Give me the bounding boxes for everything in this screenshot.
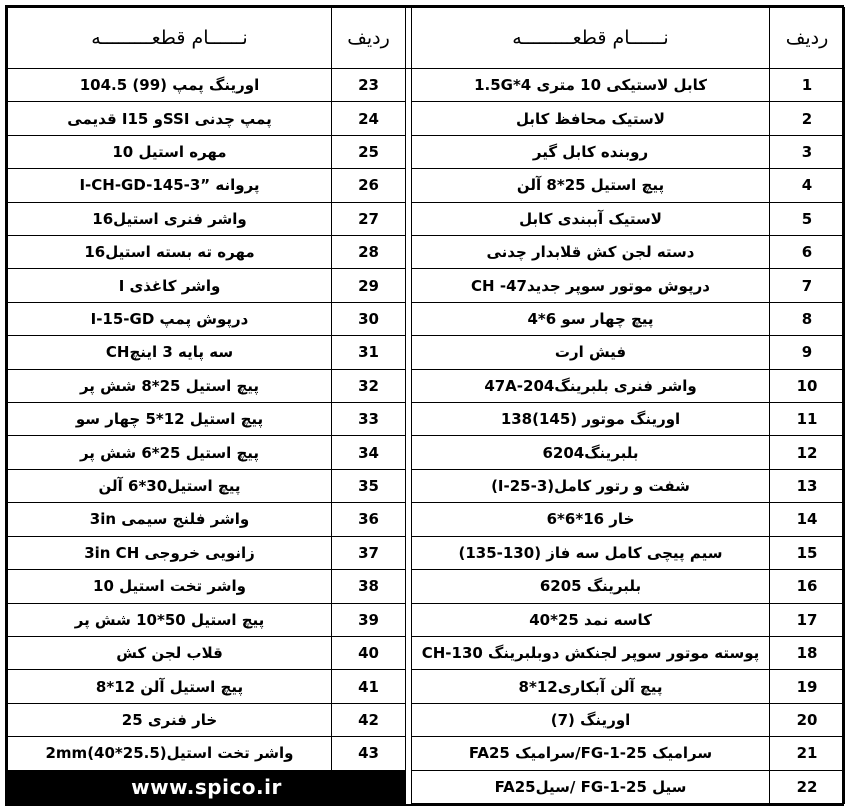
right-part-name: واشر فنری بلبرینگ47A-204 [412, 369, 770, 402]
right-row-number: 11 [770, 403, 845, 436]
left-part-name: پیچ استیل آلن 12*8 [8, 670, 332, 703]
left-part-name: پروانه ”I-CH-GD-145-3 [8, 169, 332, 202]
right-part-name: خار 16*6*6 [412, 503, 770, 536]
table-row [8, 636, 845, 669]
right-row-number: 5 [770, 202, 845, 235]
left-row-number: 23 [332, 69, 406, 102]
right-part-name: کاسه نمد 25*40 [412, 603, 770, 636]
left-row-number-header: ردیف [332, 8, 406, 69]
table-row [8, 135, 845, 168]
right-part-name: سرامیک FG-1-25/سرامیک FA25 [412, 737, 770, 770]
right-row-number: 22 [770, 770, 845, 803]
table-row [8, 69, 845, 102]
right-row-number: 6 [770, 236, 845, 269]
right-row-number: 20 [770, 703, 845, 736]
left-part-name: پیچ استیل 12*5 چهار سو [8, 403, 332, 436]
table-row [8, 469, 845, 502]
table-row [8, 236, 845, 269]
left-part-name: واشر تخت استیل(25.5*40)2mm [8, 737, 332, 770]
right-part-name: اورینگ (7) [412, 703, 770, 736]
right-part-name: روبنده کابل گیر [412, 135, 770, 168]
right-row-number: 1 [770, 69, 845, 102]
table-row [8, 169, 845, 202]
left-part-name: مهره ته بسته استیل16 [8, 236, 332, 269]
table-row [8, 269, 845, 302]
left-part-name: خار فنری 25 [8, 703, 332, 736]
right-row-number: 8 [770, 302, 845, 335]
left-part-name: درپوش پمپ I-15-GD [8, 302, 332, 335]
table-row [8, 603, 845, 636]
left-row-number: 25 [332, 135, 406, 168]
left-row-number: 39 [332, 603, 406, 636]
right-part-name: لاستیک محافظ کابل [412, 102, 770, 135]
table-row [8, 102, 845, 135]
right-row-number: 4 [770, 169, 845, 202]
right-row-number: 10 [770, 369, 845, 402]
right-part-name: پیچ آلن آبکاری12*8 [412, 670, 770, 703]
right-row-number: 2 [770, 102, 845, 135]
right-row-number: 13 [770, 469, 845, 502]
right-part-name: شفت و رتور کامل(3-25-I) [412, 469, 770, 502]
left-row-number: 40 [332, 636, 406, 669]
table-row [8, 202, 845, 235]
left-name-header: نــــــام قطعـــــــــه [8, 8, 332, 69]
left-part-name: پیچ استیل 50*10 شش پر [8, 603, 332, 636]
header-row [8, 8, 845, 69]
left-row-number: 37 [332, 536, 406, 569]
table-row [8, 369, 845, 402]
left-part-name: واشر تخت استیل 10 [8, 570, 332, 603]
table-row [8, 570, 845, 603]
right-row-number: 21 [770, 737, 845, 770]
left-part-name: پیچ استیل 25*8 شش پر [8, 369, 332, 402]
parts-table [7, 7, 845, 804]
left-row-number: 38 [332, 570, 406, 603]
right-row-number: 7 [770, 269, 845, 302]
left-row-number: 28 [332, 236, 406, 269]
left-part-name: پیچ استیل30*6 آلن [8, 469, 332, 502]
left-row-number: 43 [332, 737, 406, 770]
right-row-number: 19 [770, 670, 845, 703]
left-row-number: 32 [332, 369, 406, 402]
right-row-number: 9 [770, 336, 845, 369]
table-row [8, 403, 845, 436]
left-part-name: سه پایه 3 اینچCH [8, 336, 332, 369]
left-row-number: 33 [332, 403, 406, 436]
parts-list-table-frame [5, 5, 844, 806]
left-row-number: 35 [332, 469, 406, 502]
left-row-number: 41 [332, 670, 406, 703]
right-row-number: 14 [770, 503, 845, 536]
left-row-number: 30 [332, 302, 406, 335]
right-row-number: 18 [770, 636, 845, 669]
left-row-number: 29 [332, 269, 406, 302]
right-name-header: نــــــام قطعـــــــــه [412, 8, 770, 69]
table-row [8, 737, 845, 770]
table-row [8, 670, 845, 703]
table-row [8, 302, 845, 335]
left-part-name: مهره استیل 10 [8, 135, 332, 168]
left-row-number: 34 [332, 436, 406, 469]
table-row [8, 536, 845, 569]
left-part-name: زانویی خروجی 3in CH [8, 536, 332, 569]
left-part-name: واشر فنری استیل16 [8, 202, 332, 235]
left-row-number: 36 [332, 503, 406, 536]
right-part-name: دسته لجن کش قلابدار چدنی [412, 236, 770, 269]
right-row-number: 15 [770, 536, 845, 569]
right-row-number: 17 [770, 603, 845, 636]
website-footer: www.spico.ir [8, 770, 406, 803]
left-row-number: 26 [332, 169, 406, 202]
table-row [8, 703, 845, 736]
table-row [8, 503, 845, 536]
right-part-name: پوسته موتور سوپر لجنکش دوبلبرینگ CH-130 [412, 636, 770, 669]
right-row-number-header: ردیف [770, 8, 845, 69]
right-part-name: درپوش موتور سوپر جدید47- CH [412, 269, 770, 302]
right-part-name: لاستیک آببندی کابل [412, 202, 770, 235]
left-part-name: واشر فلنج سیمی 3in [8, 503, 332, 536]
table-row [8, 336, 845, 369]
left-row-number: 31 [332, 336, 406, 369]
right-part-name: پیچ چهار سو 6*4 [412, 302, 770, 335]
right-part-name: سیم پیچی کامل سه فاز (130-135) [412, 536, 770, 569]
right-row-number: 16 [770, 570, 845, 603]
left-part-name: پیچ استیل 25*6 شش پر [8, 436, 332, 469]
right-part-name: فیش ارت [412, 336, 770, 369]
left-row-number: 42 [332, 703, 406, 736]
right-part-name: سیل FG-1-25 /سیلFA25 [412, 770, 770, 803]
right-row-number: 12 [770, 436, 845, 469]
parts-rows [8, 69, 845, 804]
left-row-number: 27 [332, 202, 406, 235]
right-part-name: بلبرینگ 6205 [412, 570, 770, 603]
right-row-number: 3 [770, 135, 845, 168]
left-part-name: قلاب لجن کش [8, 636, 332, 669]
left-row-number: 24 [332, 102, 406, 135]
left-part-name: اورینگ پمپ (99) 104.5 [8, 69, 332, 102]
right-part-name: اورینگ موتور (145)138 [412, 403, 770, 436]
table-row [8, 770, 845, 803]
right-part-name: بلبرینگ6204 [412, 436, 770, 469]
right-part-name: کابل لاستیکی 10 متری 1.5G*4 [412, 69, 770, 102]
table-row [8, 436, 845, 469]
left-part-name: واشر کاغذی I [8, 269, 332, 302]
left-part-name: پمپ چدنی SSIو I15 قدیمی [8, 102, 332, 135]
right-part-name: پیچ استیل 25*8 آلن [412, 169, 770, 202]
